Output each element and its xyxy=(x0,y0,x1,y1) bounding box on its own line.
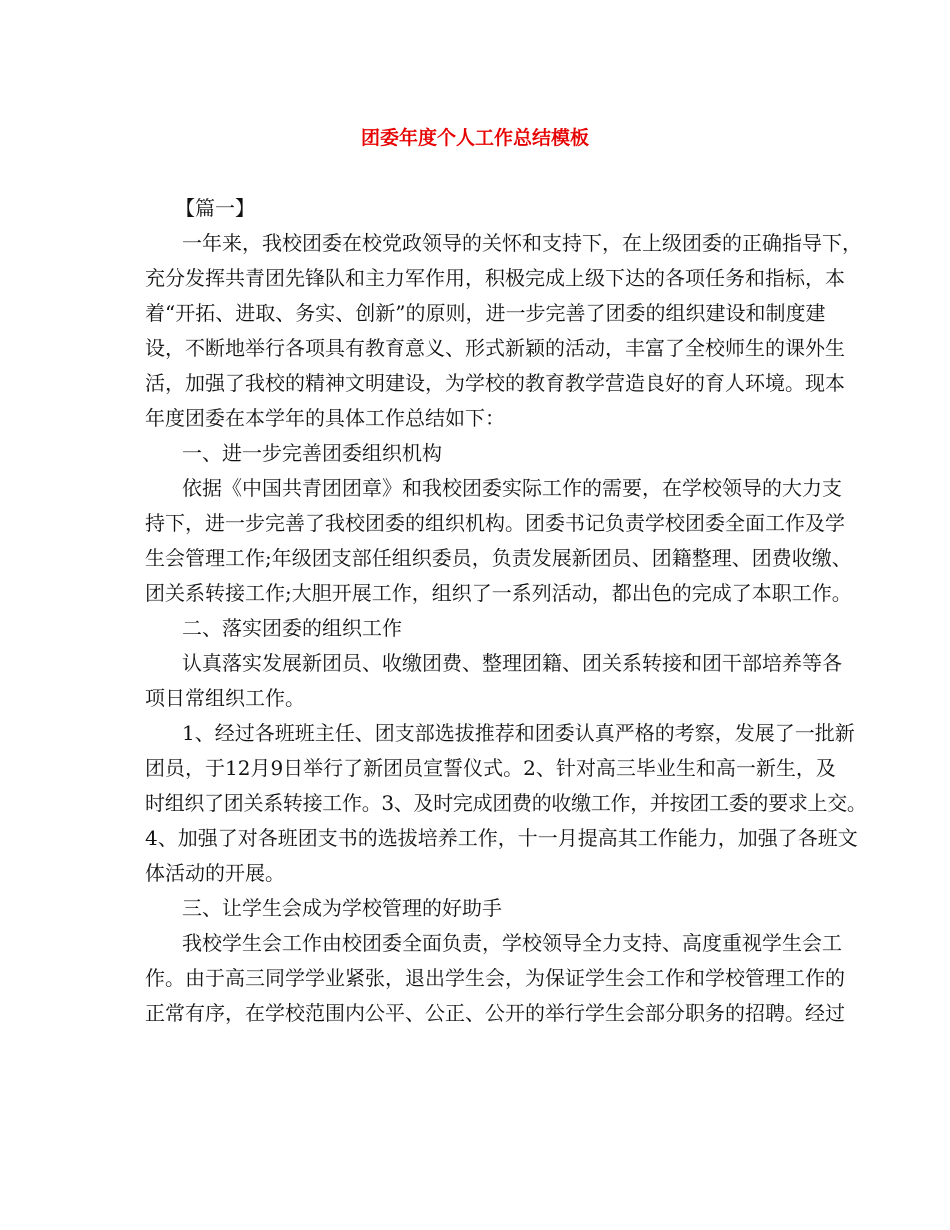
paragraph-line: 生会管理工作;年级团支部任组织委员，负责发展新团员、团籍整理、团费收缴、 xyxy=(145,546,852,570)
paragraph-line: 活，加强了我校的精神文明建设，为学校的教育教学营造良好的育人环境。现本 xyxy=(145,371,845,395)
section-heading: 二、落实团委的组织工作 xyxy=(182,616,402,640)
paragraph-line: 依据《中国共青团团章》和我校团委实际工作的需要，在学校领导的大力支 xyxy=(182,476,842,500)
document-title: 团委年度个人工作总结模板 xyxy=(360,127,589,149)
paragraph-line: 4、加强了对各班团支书的选拔培养工作，十一月提高其工作能力，加强了各班文 xyxy=(145,826,858,850)
paragraph-line: 体活动的开展。 xyxy=(145,861,285,885)
section-heading: 三、让学生会成为学校管理的好助手 xyxy=(182,896,502,920)
paragraph-line: 正常有序，在学校范围内公平、公正、公开的举行学生会部分职务的招聘。经过 xyxy=(145,1001,845,1025)
paragraph-line: 作。由于高三同学学业紧张，退出学生会，为保证学生会工作和学校管理工作的 xyxy=(145,966,845,990)
paragraph-line: 设，不断地举行各项具有教育意义、形式新颖的活动，丰富了全校师生的课外生 xyxy=(145,336,845,360)
section-tag: 【篇一】 xyxy=(175,196,255,220)
paragraph-line: 项日常组织工作。 xyxy=(145,686,305,710)
paragraph-line: 团关系转接工作;大胆开展工作，组织了一系列活动，都出色的完成了本职工作。 xyxy=(145,581,852,605)
paragraph-line: 时组织了团关系转接工作。3、及时完成团费的收缴工作，并按团工委的要求上交。 xyxy=(145,791,867,815)
paragraph-line: 着“开拓、进取、务实、创新”的原则，进一步完善了团委的组织建设和制度建 xyxy=(145,301,826,325)
paragraph-line: 年度团委在本学年的具体工作总结如下： xyxy=(145,406,505,430)
paragraph-line: 我校学生会工作由校团委全面负责，学校领导全力支持、高度重视学生会工 xyxy=(182,931,842,955)
paragraph-line: 持下，进一步完善了我校团委的组织机构。团委书记负责学校团委全面工作及学 xyxy=(145,511,845,535)
paragraph-line: 团员，于12月9日举行了新团员宣誓仪式。2、针对高三毕业生和高一新生，及 xyxy=(145,756,836,780)
paragraph-line: 一年来，我校团委在校党政领导的关怀和支持下，在上级团委的正确指导下， xyxy=(182,231,862,255)
paragraph-line: 认真落实发展新团员、收缴团费、整理团籍、团关系转接和团干部培养等各 xyxy=(182,651,842,675)
paragraph-line: 1、经过各班班主任、团支部选拔推荐和团委认真严格的考察，发展了一批新 xyxy=(182,721,855,745)
section-heading: 一、进一步完善团委组织机构 xyxy=(182,441,442,465)
paragraph-line: 充分发挥共青团先锋队和主力军作用，积极完成上级下达的各项任务和指标，本 xyxy=(145,266,845,290)
